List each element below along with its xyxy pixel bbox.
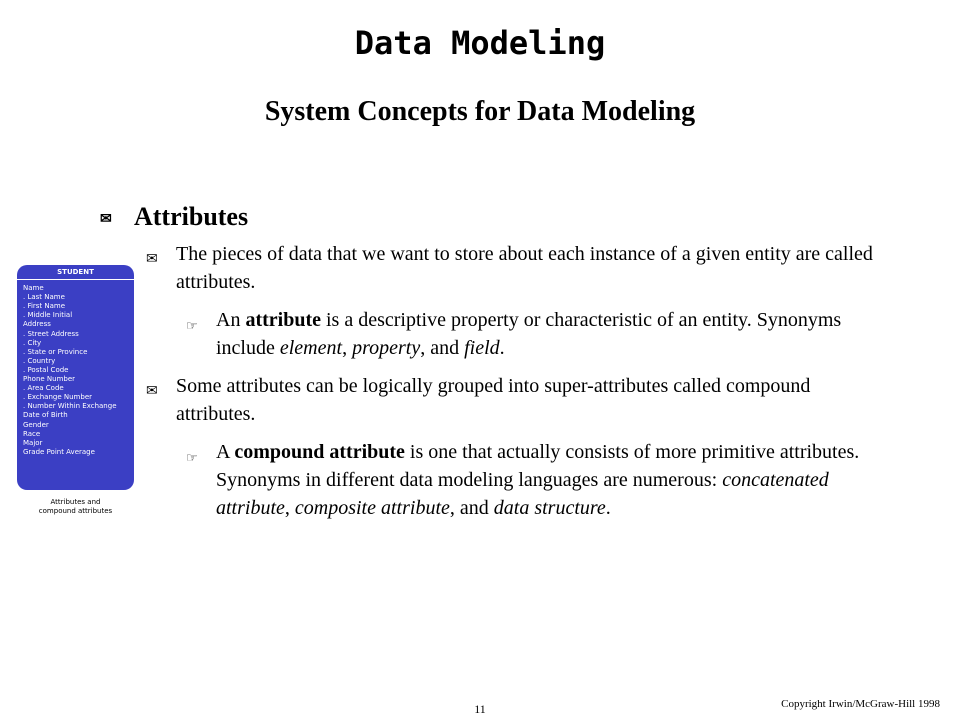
- attribute-row: . Last Name: [23, 293, 65, 302]
- text-run: .: [605, 497, 611, 519]
- attribute-row: . Postal Code: [23, 365, 69, 374]
- attribute-row: Phone Number: [23, 375, 76, 384]
- attribute-row: Date of Birth: [23, 411, 68, 420]
- attribute-row: . Number Within Exchange: [23, 402, 117, 411]
- bullet-attributes: [100, 202, 880, 232]
- attribute-row: Address: [23, 320, 51, 329]
- bullet-text: The pieces of data that we want to store about each instance of a given entity are called attributes.: [176, 243, 873, 293]
- attribute-row: Grade Point Average: [23, 447, 95, 456]
- synonym-composite-attribute: composite attribute: [294, 497, 450, 519]
- text-run: is a descriptive property or characteristic of an entity. Synonyms include: [216, 309, 842, 359]
- bullet-text: Some attributes can be logically grouped into super-attributes called compound attributes.: [176, 375, 811, 425]
- caption-line: Attributes and: [50, 498, 101, 506]
- entity-header: STUDENT: [17, 268, 134, 280]
- text-run: ,: [284, 497, 295, 519]
- caption-line: compound attributes: [38, 507, 113, 515]
- pointing-hand-icon: ☞: [186, 450, 198, 465]
- bullet-compound-attribute-definition: [100, 438, 880, 522]
- attribute-row: Gender: [23, 420, 49, 429]
- attribute-row: Race: [23, 429, 41, 438]
- text-run: A: [216, 441, 235, 463]
- bullet-text: [216, 309, 841, 359]
- bullet-attribute-definition: [100, 306, 880, 362]
- attribute-row: . First Name: [23, 302, 66, 311]
- copyright-notice: Copyright Irwin/McGraw-Hill 1998: [781, 698, 940, 710]
- bullet-pieces-of-data: [100, 240, 880, 296]
- text-run: ,: [342, 337, 353, 359]
- synonym-element: element: [279, 337, 343, 359]
- attribute-row: . Exchange Number: [23, 393, 92, 402]
- attribute-row: . Street Address: [23, 329, 79, 338]
- synonym-concatenated-attribute: concatenated attribute: [216, 469, 829, 519]
- text-run: is one that actually consists of more primitive attributes. Synonyms in different data modeling languages are numerous:: [216, 441, 860, 491]
- pointing-hand-icon: ☞: [186, 318, 198, 333]
- bullet-list: [100, 202, 880, 532]
- text-run: , and: [420, 337, 465, 359]
- text-run: .: [499, 337, 505, 359]
- envelope-icon: ✉: [146, 252, 158, 267]
- slide-subtitle: System Concepts for Data Modeling: [264, 96, 696, 127]
- envelope-icon: ✉: [146, 384, 158, 399]
- bullet-super-attributes: [100, 372, 880, 428]
- text-run: , and: [449, 497, 494, 519]
- text-run: An: [216, 309, 246, 331]
- attribute-row: Major: [23, 438, 43, 447]
- attribute-row: . State or Province: [23, 347, 88, 356]
- attribute-row: Name: [23, 284, 44, 293]
- attribute-row: . Country: [23, 356, 56, 365]
- bullet-text: [216, 441, 859, 519]
- page-number: 11: [474, 702, 486, 716]
- attribute-row: . Middle Initial: [23, 311, 73, 320]
- term-attribute: attribute: [245, 309, 321, 331]
- synonym-property: property: [352, 337, 421, 359]
- bullet-heading: Attributes: [134, 202, 249, 231]
- term-compound-attribute: compound attribute: [234, 441, 405, 463]
- attribute-row: . Area Code: [23, 384, 64, 393]
- synonym-field: field: [464, 337, 500, 359]
- envelope-icon: ✉: [100, 212, 112, 227]
- slide-title: Data Modeling: [354, 24, 606, 62]
- attribute-row: . City: [23, 338, 42, 347]
- synonym-data-structure: data structure: [493, 497, 606, 519]
